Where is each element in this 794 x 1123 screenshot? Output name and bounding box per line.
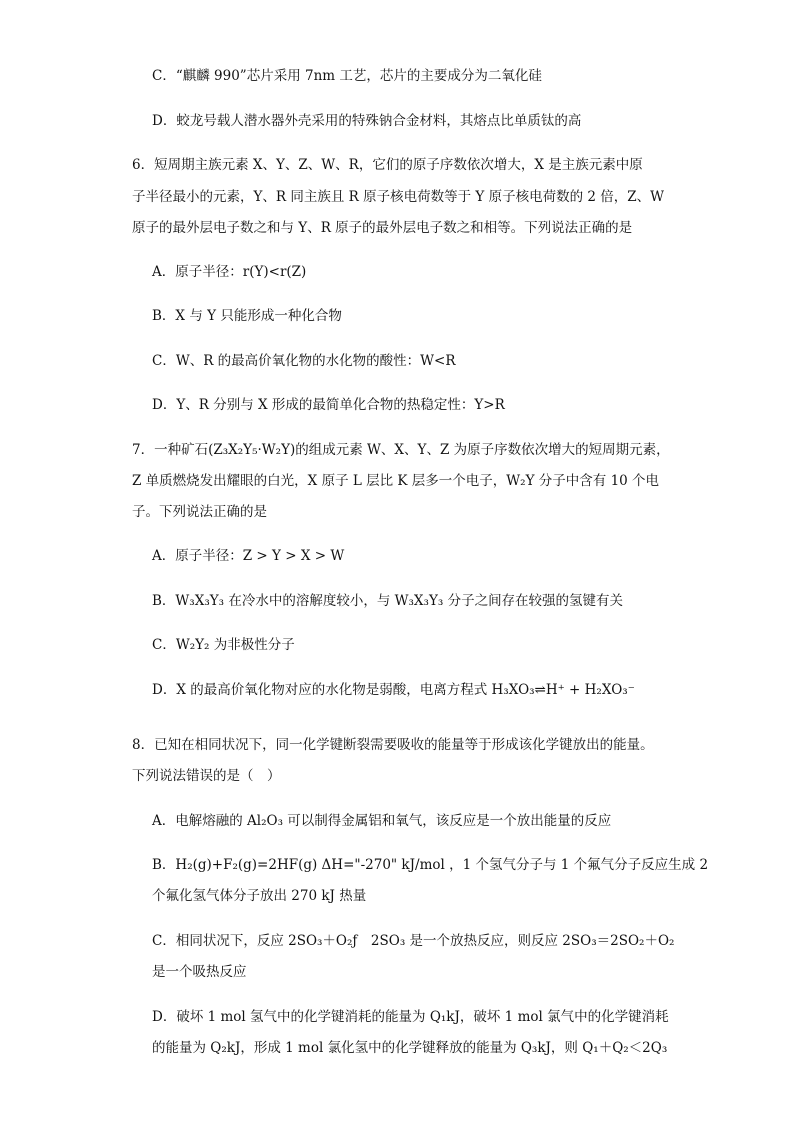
q6-option-c: C．W、R 的最高价氧化物的水化物的酸性：W<R xyxy=(152,353,456,369)
q7-stem-line-3: 子。下列说法正确的是 xyxy=(132,504,267,520)
q7-stem-line-1: 7．一种矿石(Z₃X₂Y₅·W₂Y)的组成元素 W、X、Y、Z 为原子序数依次增大的短周期元素， xyxy=(132,442,670,458)
q6-stem-line-1: 6．短周期主族元素 X、Y、Z、W、R，它们的原子序数依次增大，X 是主族元素中原 xyxy=(132,157,643,173)
q8-stem-line-1: 8．已知在相同状况下，同一化学键断裂需要吸收的能量等于形成该化学键放出的能量。 xyxy=(132,737,654,753)
q8-stem-line-2: 下列说法错误的是（ ） xyxy=(132,768,281,784)
q7-stem-line-2: Z 单质燃烧发出耀眼的白光，X 原子 L 层比 K 层多一个电子，W₂Y 分子中含有 10 个电 xyxy=(132,473,660,489)
q7-option-a: A．原子半径：Z > Y > X > W xyxy=(152,548,345,564)
q6-option-d: D．Y、R 分别与 X 形成的最简单化合物的热稳定性：Y>R xyxy=(152,397,505,413)
q7-option-c: C．W₂Y₂ 为非极性分子 xyxy=(152,637,295,653)
q6-option-b: B．X 与 Y 只能形成一种化合物 xyxy=(152,308,342,324)
q6-stem-line-3: 原子的最外层电子数之和与 Y、R 原子的最外层电子数之和相等。下列说法正确的是 xyxy=(132,220,633,236)
q8-option-c-line-1: C．相同状况下，反应 2SO₃＋O₂ƒ 2SO₃ 是一个放热反应，则反应 2SO₃＝2SO₂＋O₂ xyxy=(152,933,675,949)
q8-option-b-line-2: 个氟化氢气体分子放出 270 kJ 热量 xyxy=(152,888,367,904)
q8-option-c-line-2: 是一个吸热反应 xyxy=(152,964,247,980)
q7-option-b: B．W₃X₃Y₃ 在冷水中的溶解度较小，与 W₃X₃Y₃ 分子之间存在较强的氢键有关 xyxy=(152,593,624,609)
prev-option-d: D．蛟龙号载人潜水器外壳采用的特殊钠合金材料，其熔点比单质钛的高 xyxy=(152,113,582,129)
q6-option-a: A．原子半径：r(Y)<r(Z) xyxy=(152,264,307,280)
q8-option-b-line-1: B．H₂(g)+F₂(g)=2HF(g) ΔH="-270" kJ/mol ，1 个氢气分子与 1 个氟气分子反应生成 2 xyxy=(152,857,709,873)
q6-stem-line-2: 子半径最小的元素，Y、R 同主族且 R 原子核电荷数等于 Y 原子核电荷数的 2 倍，Z、W xyxy=(132,189,665,205)
q7-option-d: D．X 的最高价氧化物对应的水化物是弱酸，电离方程式 H₃XO₃⇌H⁺ + H₂XO₃⁻ xyxy=(152,682,635,698)
q8-option-d-line-2: 的能量为 Q₂kJ，形成 1 mol 氯化氢中的化学键释放的能量为 Q₃kJ，则 Q₁＋Q₂＜2Q₃ xyxy=(152,1040,668,1056)
q8-option-a: A．电解熔融的 Al₂O₃ 可以制得金属铝和氧气，该反应是一个放出能量的反应 xyxy=(152,813,612,829)
q8-option-d-line-1: D．破坏 1 mol 氢气中的化学键消耗的能量为 Q₁kJ，破坏 1 mol 氯气中的化学键消耗 xyxy=(152,1009,669,1025)
prev-option-c: C．“麒麟 990”芯片采用 7nm 工艺，芯片的主要成分为二氧化硅 xyxy=(152,68,542,84)
